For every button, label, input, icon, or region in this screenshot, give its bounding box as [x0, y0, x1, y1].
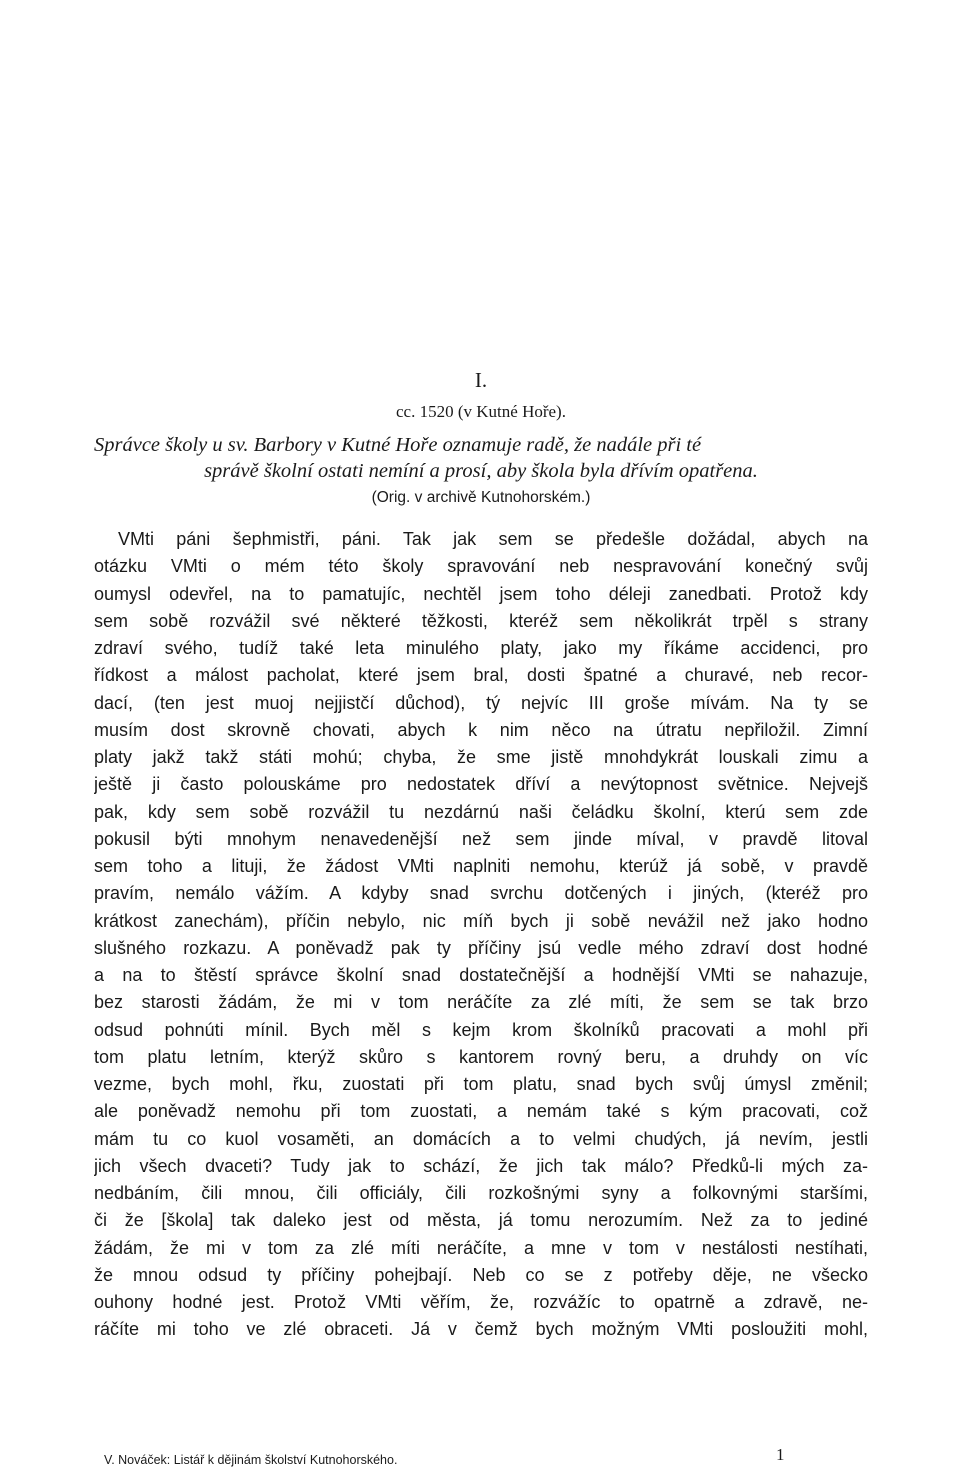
body-line: a na to štěstí správce školní snad dostatečnější a hodnější VMti se nahazuje, — [94, 965, 868, 985]
body-line: pravím, nemálo vážím. A kdyby snad svrchu dotčených i jiných, (kteréž pro — [94, 883, 868, 904]
summary-line: správě školní ostati nemíní a prosí, aby škola byla dřívím opatřena. — [204, 460, 758, 482]
document-summary — [94, 432, 868, 484]
document-page — [94, 0, 868, 1480]
body-line: zdraví svého, tudíž také leta minulého platy, jako my říkáme accidenci, pro — [94, 638, 868, 658]
summary-line: Správce školy u sv. Barbory v Kutné Hoře oznamuje radě, že nadále při té — [94, 434, 702, 456]
body-line: VMti páni šephmistři, páni. Tak jak sem se předešle dožádal, abych na — [118, 529, 868, 549]
body-line: odsud pohnúti mínil. Bych měl s kejm krom školníků pracovati a mohl při — [94, 1019, 868, 1040]
body-line: sem sobě rozvážil své některé těžkosti, kteréž sem několikrát trpěl s strany — [94, 610, 868, 631]
body-line: krátkost zanechám), příčin nebylo, nic míň bych ji sobě nevážil než jako hodno — [94, 910, 868, 931]
body-line: či že [škola] tak daleko jest od města, já tomu nerozumím. Než za to jediné — [94, 1210, 868, 1231]
body-line: slušného rozkazu. A poněvadž pak ty příčiny jsú vedle mého zdraví dost hodné — [94, 937, 868, 958]
body-line: že mnou odsud ty příčiny pohejbají. Neb co se z potřeby děje, ne všecko — [94, 1264, 868, 1285]
body-line: řídkost a málost pacholat, které jsem bral, dosti špatné a churavé, neb recor- — [94, 665, 868, 686]
body-line: oumysl odevřel, na to pamatujíc, nechtěl jsem toho déleji zanedbati. Protož kdy — [94, 583, 868, 604]
document-numeral: I. — [474, 368, 488, 392]
body-line: ještě ji často polouskáme pro nedostatek dříví a nevýtopnost světnice. Nejvejš — [94, 774, 868, 795]
body-line: pokusil býti mnohym nenavedenější než sem jinde míval, v pravdě litoval — [94, 828, 868, 849]
body-line: musím dost skrovně chovati, abych k nim něco na útratu nepřiložil. Zimní — [94, 719, 868, 740]
body-line: ouhony hodné jest. Protož VMti věřím, že, rozvážíc to opatrně a zdravě, ne- — [94, 1292, 868, 1312]
document-dateline: cc. 1520 (v Kutné Hoře). — [396, 402, 566, 421]
body-line: žádám, že mi v tom za zlé míti neráčíte, a mne v tom v nestálosti nestíhati, — [94, 1237, 868, 1258]
page-number: 1 — [776, 1445, 785, 1464]
body-line: pak, kdy sem sobě rozvážil tu nezdárnú naši čeládku školní, kterú sem zde — [94, 801, 868, 822]
body-line: mám tu co kuol vosaměti, an domácích a to velmi chudých, já nevím, jestli — [94, 1128, 868, 1149]
body-line: otázku VMti o mém této školy spravování neb nespravování konečný svůj — [94, 556, 868, 577]
body-line: ráčíte mi toho ve zlé obraceti. Já v čemž bych možným VMti posloužiti mohl, — [94, 1319, 868, 1340]
letter-body — [94, 526, 868, 1344]
body-line: nedbáním, čili mnou, čili officiály, čili rozkošnými syny a folkovnými staršími, — [94, 1183, 868, 1203]
body-line: jich všech dvaceti? Tudy jak to schází, že jich tak málo? Předků-li mých za- — [94, 1155, 868, 1176]
body-line: tom platu letním, kterýž skůro s kantorem rovný beru, a druhdy on víc — [94, 1046, 868, 1067]
body-line: vezme, bych mohl, řku, zuostati při tom platu, snad bych svůj úmysl změnil; — [94, 1074, 868, 1094]
body-line: sem toho a lituji, že žádost VMti naplniti nemohu, kterúž já sobě, v pravdě — [94, 856, 868, 876]
body-line: platy jakž takž státi mohú; chyba, že sme jistě mnohdykrát louskali zimu a — [94, 747, 868, 767]
body-line: ale poněvadž nemohu při tom zuostati, a nemám také s kým pracovati, což — [94, 1101, 868, 1122]
archive-source-note: (Orig. v archivě Kutnohorském.) — [371, 489, 591, 506]
footer-source: V. Nováček: Listář k dějinám školství Kutnohorského. — [104, 1453, 398, 1467]
body-line: dací, (ten jest muoj nejjistčí důchod), tý nejvíc III groše mívám. Na ty se — [94, 692, 868, 713]
body-line: bez starosti žádám, že mi v tom neráčíte za zlé míti, že sem se tak brzo — [94, 992, 868, 1013]
